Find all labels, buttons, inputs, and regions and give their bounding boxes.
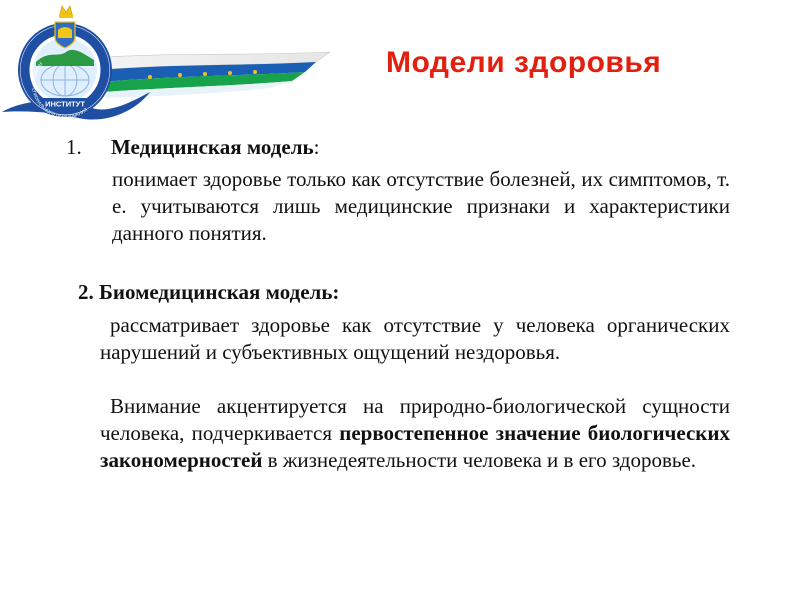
section1-heading <box>66 135 319 160</box>
section1-number: 1. <box>66 135 82 159</box>
section2-paragraph-2-start: Внимание акцентируется на природно-биологической сущности человека, подчеркивается <box>100 394 730 445</box>
section1-heading-punct: : <box>313 135 320 159</box>
logo-badge-text: ИНСТИТУТ <box>45 99 85 109</box>
section2-heading: 2. Биомедицинская модель: <box>78 280 340 304</box>
section2-paragraph-2-end: в жизнедеятельности человека и в его здоровье. <box>262 448 697 472</box>
emblem <box>19 6 111 119</box>
section1-heading-text: Медицинская модель <box>111 135 314 159</box>
section2-paragraph-1: рассматривает здоровье как отсутствие у человека органических нарушений и субъективных ощущений нездоровья. <box>100 313 730 364</box>
slide-title: Модели здоровья <box>386 46 662 79</box>
section2-paragraph-2-emphasis: первостепенное значение биологических закономерностей <box>100 421 730 472</box>
section2-paragraph-2 <box>100 393 730 474</box>
logo-ring-text: РАЗВИТИЯ РЕГИОНАЛЬНОГО ОБРАЗОВАНИЯ <box>30 61 89 119</box>
institute-logo <box>0 0 350 130</box>
section1-body: понимает здоровье только как отсутствие болезней, их симптомов, т. е. учитываются лишь медицинские признаки и характеристики данного понятия. <box>112 167 730 245</box>
flag-ribbon <box>95 52 330 98</box>
